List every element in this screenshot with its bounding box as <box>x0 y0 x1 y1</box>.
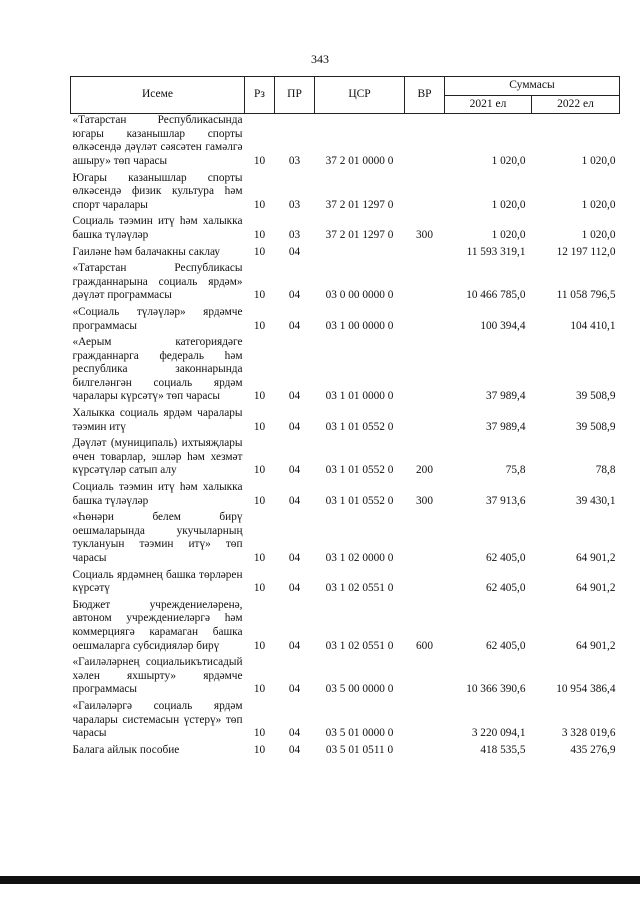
row-2021: 1 020,0 <box>491 154 526 167</box>
row-2022: 78,8 <box>595 464 616 477</box>
row-2022: 3 328 019,6 <box>561 727 616 740</box>
row-2022: 1 020,0 <box>581 154 616 167</box>
header-rz: Рз <box>245 77 275 114</box>
row-2022: 104 410,1 <box>570 319 616 332</box>
row-2022: 11 058 796,5 <box>556 289 616 302</box>
row-pr: 03 <box>288 228 301 241</box>
row-2022: 39 508,9 <box>575 420 616 433</box>
table-row <box>71 744 620 761</box>
row-rz: 10 <box>253 743 266 756</box>
row-2021: 3 220 094,1 <box>471 727 526 740</box>
row-pr: 04 <box>288 390 301 403</box>
row-2021: 62 405,0 <box>485 582 526 595</box>
page-number: 343 <box>311 52 329 66</box>
header-sums: Суммасы <box>445 77 620 96</box>
row-csr: 03 5 01 0000 0 <box>325 727 394 740</box>
row-pr: 04 <box>288 743 301 756</box>
row-vr: 300 <box>416 228 433 241</box>
table-row <box>71 511 620 568</box>
row-csr <box>315 246 405 263</box>
row-vr: 200 <box>416 464 433 477</box>
row-vr <box>405 306 445 336</box>
row-2022: 12 197 112,0 <box>556 245 616 258</box>
row-2021: 37 913,6 <box>485 494 526 507</box>
table-row <box>71 246 620 263</box>
row-name: «Һөнәри белем бирү оешмаларында укучыларның туклануын тәэмин итү» төп чарасы <box>72 511 243 564</box>
row-csr: 03 1 01 0552 0 <box>325 420 394 433</box>
row-name: Социаль тәэмин итү һәм халыкка башка түләүләр <box>72 215 243 241</box>
row-rz: 10 <box>253 494 266 507</box>
table-row <box>71 407 620 437</box>
row-name: «Аерым категориядәге гражданнарга федераль һәм республика законнарында билгеләнгән социаль ярдәм чаралары күрсәтү» төп чарасы <box>72 336 243 403</box>
row-2021: 62 405,0 <box>485 639 526 652</box>
row-name: Дәүләт (муниципаль) ихтыяҗлары өчен товарлар, эшләр һәм хезмәт күрсәтүләр сатып алу <box>72 437 243 477</box>
row-vr <box>405 744 445 761</box>
row-name: Югары казанышлар спорты өлкәсендә физик культура һәм спорт чаралары <box>72 171 243 211</box>
row-rz: 10 <box>253 319 266 332</box>
row-vr <box>405 246 445 263</box>
row-csr: 03 1 01 0552 0 <box>325 464 394 477</box>
row-name: «Татарстан Республикасында югары казанышлар спорты өлкәсендә дәүләт сәясәтен гамәлгә ашыру» төп чарасы <box>72 114 243 167</box>
row-pr: 04 <box>288 582 301 595</box>
row-csr: 03 0 00 0000 0 <box>325 289 394 302</box>
row-pr: 04 <box>288 552 301 564</box>
budget-table <box>70 76 620 760</box>
row-csr: 03 1 02 0000 0 <box>325 552 394 564</box>
row-vr <box>405 407 445 437</box>
row-rz: 10 <box>253 727 266 740</box>
row-pr: 04 <box>288 319 301 332</box>
row-pr: 03 <box>288 154 301 167</box>
row-2022: 64 901,2 <box>575 552 616 564</box>
row-rz: 10 <box>253 683 266 696</box>
row-pr: 04 <box>288 639 301 652</box>
row-csr: 03 1 02 0551 0 <box>325 639 394 652</box>
row-2022: 1 020,0 <box>581 198 616 211</box>
header-csr: ЦСР <box>315 77 405 114</box>
row-csr: 37 2 01 1297 0 <box>325 228 394 241</box>
row-2021: 37 989,4 <box>485 390 526 403</box>
header-pr: ПР <box>275 77 315 114</box>
table-row <box>71 437 620 481</box>
row-vr <box>405 656 445 700</box>
table-row <box>71 262 620 306</box>
scan-bottom-edge <box>0 876 640 884</box>
row-vr <box>405 172 445 216</box>
header-2022: 2022 ел <box>532 95 620 114</box>
row-rz: 10 <box>253 552 266 564</box>
row-pr: 04 <box>288 727 301 740</box>
table-row <box>71 656 620 700</box>
row-pr: 04 <box>288 494 301 507</box>
row-2021: 10 366 390,6 <box>466 683 526 696</box>
row-csr: 03 5 00 0000 0 <box>325 683 394 696</box>
row-2022: 64 901,2 <box>575 639 616 652</box>
table-row <box>71 215 620 245</box>
row-rz: 10 <box>253 154 266 167</box>
row-2022: 10 954 386,4 <box>556 683 616 696</box>
row-pr: 04 <box>288 420 301 433</box>
row-rz: 10 <box>253 245 266 258</box>
row-name: Балага айлык пособие <box>72 743 180 756</box>
row-name: Социаль тәэмин итү һәм халыкка башка түләүләр <box>72 481 243 507</box>
row-2021: 10 466 785,0 <box>466 289 526 302</box>
row-2021: 62 405,0 <box>485 552 526 564</box>
row-pr: 04 <box>288 289 301 302</box>
header-2021: 2021 ел <box>445 95 532 114</box>
table-row <box>71 336 620 407</box>
row-rz: 10 <box>253 420 266 433</box>
row-csr: 03 5 01 0511 0 <box>325 743 394 756</box>
row-vr <box>405 569 445 599</box>
table-row <box>71 306 620 336</box>
row-vr <box>405 336 445 407</box>
row-pr: 03 <box>288 198 301 211</box>
row-name: Гаиләне һәм балачакны саклау <box>72 245 221 258</box>
row-2022: 39 430,1 <box>575 494 616 507</box>
row-2022: 39 508,9 <box>575 390 616 403</box>
row-rz: 10 <box>253 198 266 211</box>
row-2022: 435 276,9 <box>570 743 616 756</box>
row-name: «Татарстан Республикасы гражданнарына социаль ярдәм» дәүләт программасы <box>72 262 243 302</box>
row-name: «Гаиләләрнең социальикътисадый хәлен яхшырту» ярдәмче программасы <box>72 656 243 696</box>
row-2021: 1 020,0 <box>491 198 526 211</box>
row-2021: 37 989,4 <box>485 420 526 433</box>
row-pr: 04 <box>288 683 301 696</box>
row-name: Бюджет учреждениеләренә, автоном учреждениеләргә һәм коммерциягә карамаган башка оешмаларга субсидияләр бирү <box>72 598 243 652</box>
row-rz: 10 <box>253 289 266 302</box>
row-csr: 37 2 01 1297 0 <box>325 198 394 211</box>
row-2021: 1 020,0 <box>491 228 526 241</box>
row-2022: 1 020,0 <box>581 228 616 241</box>
row-pr: 04 <box>288 464 301 477</box>
row-vr <box>405 700 445 744</box>
row-2021: 75,8 <box>505 464 526 477</box>
header-name: Исеме <box>71 77 245 114</box>
row-vr: 300 <box>416 494 433 507</box>
table-row <box>71 700 620 744</box>
row-2021: 11 593 319,1 <box>466 245 526 258</box>
row-vr <box>405 511 445 568</box>
table-row <box>71 481 620 511</box>
row-pr: 04 <box>288 245 301 258</box>
table-row <box>71 569 620 599</box>
row-name: Халыкка социаль ярдәм чаралары тәэмин итү <box>72 407 243 433</box>
row-2022: 64 901,2 <box>575 582 616 595</box>
row-rz: 10 <box>253 639 266 652</box>
row-rz: 10 <box>253 464 266 477</box>
row-2021: 100 394,4 <box>480 319 526 332</box>
row-csr: 37 2 01 0000 0 <box>325 154 394 167</box>
row-name: «Социаль түләүләр» ярдәмче программасы <box>72 305 243 332</box>
row-csr: 03 1 01 0000 0 <box>325 390 394 403</box>
table-row <box>71 172 620 216</box>
row-2021: 418 535,5 <box>480 743 526 756</box>
row-csr: 03 1 00 0000 0 <box>325 319 394 332</box>
row-rz: 10 <box>253 582 266 595</box>
table-row <box>71 114 620 172</box>
row-vr: 600 <box>416 639 433 652</box>
table-row <box>71 599 620 656</box>
row-vr <box>405 262 445 306</box>
row-csr: 03 1 02 0551 0 <box>325 582 394 595</box>
table-body <box>71 114 620 761</box>
row-vr <box>405 114 445 172</box>
row-rz: 10 <box>253 228 266 241</box>
header-vr: ВР <box>405 77 445 114</box>
row-csr: 03 1 01 0552 0 <box>325 494 394 507</box>
row-name: Социаль ярдәмнең башка төрләрен күрсәтү <box>72 568 243 595</box>
row-name: «Гаиләләргә социаль ярдәм чаралары системасын үстерү» төп чарасы <box>72 699 243 740</box>
row-rz: 10 <box>253 390 266 403</box>
